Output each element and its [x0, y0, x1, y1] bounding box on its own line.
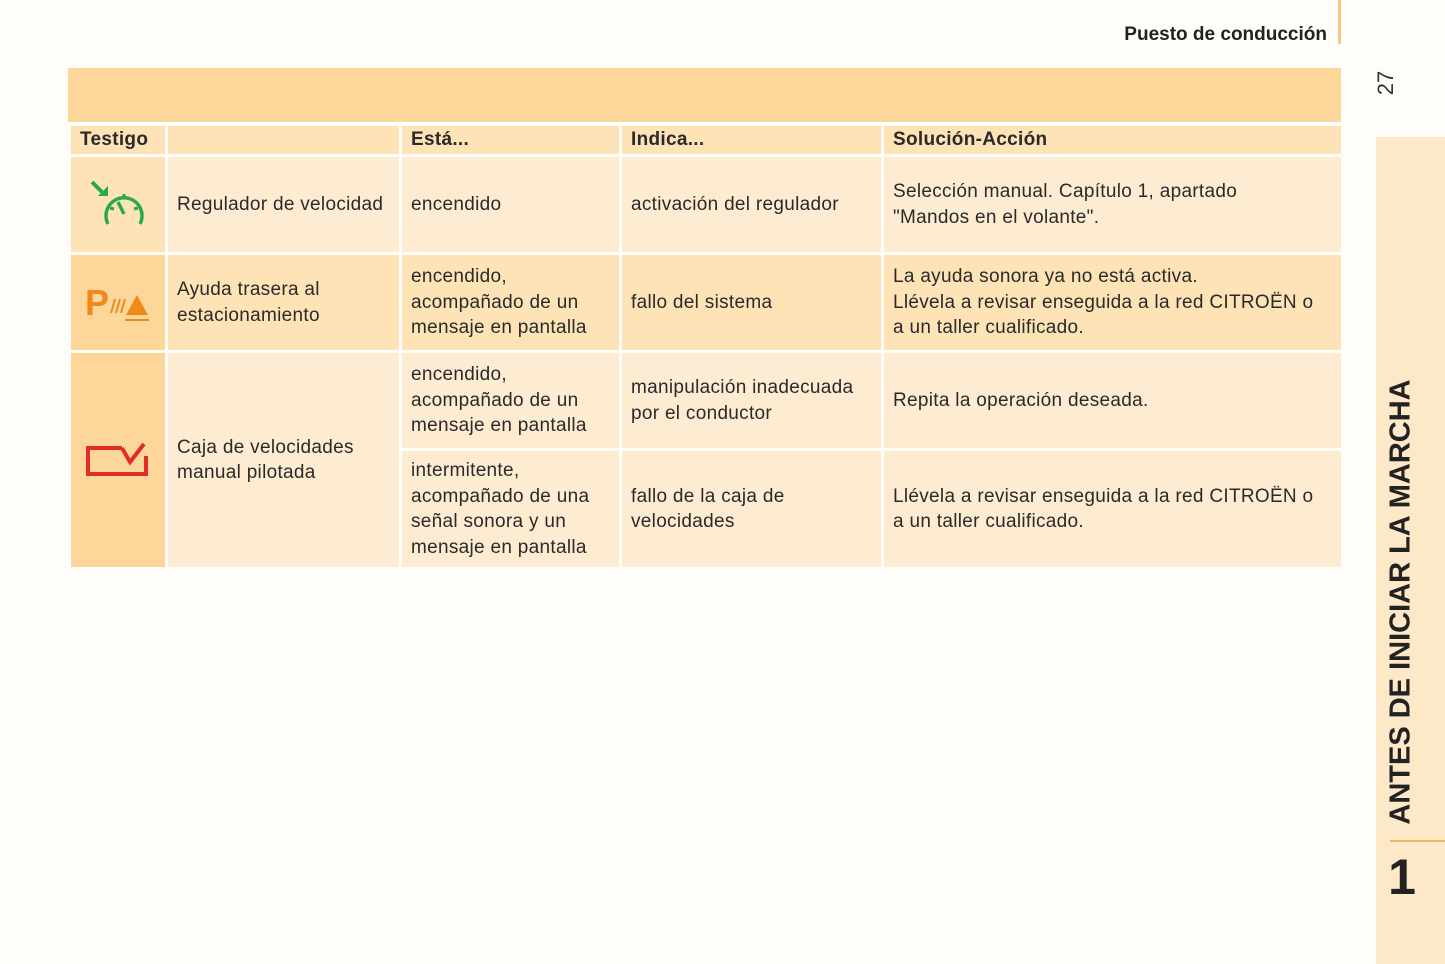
name-line: manual pilotada	[177, 462, 316, 483]
warning-lights-table	[68, 123, 1344, 570]
col-header-solucion: Solución-Acción	[883, 125, 1343, 156]
indicates-line: velocidades	[631, 511, 735, 532]
col-header-esta: Está...	[401, 125, 621, 156]
gearbox-warning-icon	[86, 442, 150, 478]
state-line: mensaje en pantalla	[411, 317, 587, 339]
state-line: acompañado de una	[411, 485, 590, 507]
svg-text:P: P	[85, 282, 110, 323]
state-line: encendido,	[411, 364, 507, 386]
table-row	[70, 352, 1343, 450]
state-line: mensaje en pantalla	[411, 536, 587, 558]
cell-action	[883, 450, 1343, 569]
cell-state	[401, 352, 621, 450]
cell-action	[883, 254, 1343, 352]
cell-indicates	[621, 352, 883, 450]
action-line: Selección manual. Capítulo 1, apartado	[893, 181, 1238, 202]
state-line: señal sonora y un	[411, 511, 567, 532]
table-row	[70, 254, 1343, 352]
state-line: acompañado de un	[411, 291, 579, 313]
indicates-line: manipulación inadecuada	[631, 377, 854, 398]
indicates-line: por el conductor	[631, 402, 773, 424]
cell-indicates: fallo del sistema	[621, 254, 883, 352]
cell-action	[883, 156, 1343, 254]
state-line: encendido,	[411, 266, 507, 288]
cell-state	[401, 450, 621, 569]
icon-cell	[70, 156, 167, 254]
col-header-indica: Indica...	[621, 125, 883, 156]
chapter-rule	[1390, 840, 1445, 842]
cell-state	[401, 254, 621, 352]
cell-indicates: activación del regulador	[621, 156, 883, 254]
action-line: "Mandos en el volante".	[893, 206, 1100, 228]
rear-parking-aid-icon	[85, 283, 151, 323]
action-line: La ayuda sonora ya no está activa.	[893, 266, 1198, 288]
cell-state: encendido	[401, 156, 621, 254]
col-header-name	[167, 125, 401, 156]
name-line: estacionamiento	[177, 304, 320, 326]
state-line: intermitente,	[411, 460, 520, 481]
chapter-number: 1	[1388, 849, 1416, 905]
icon-cell	[70, 254, 167, 352]
table-header-band	[68, 68, 1341, 122]
action-line: Llévela a revisar enseguida a la red CITROËN o	[893, 485, 1314, 507]
cell-name	[167, 352, 401, 569]
cell-name	[167, 254, 401, 352]
table-header-row	[70, 125, 1343, 156]
name-line: Ayuda trasera al	[177, 279, 320, 300]
table-row	[70, 156, 1343, 254]
speed-regulator-icon	[88, 178, 148, 232]
indicates-line: fallo de la caja de	[631, 485, 785, 507]
cell-name: Regulador de velocidad	[167, 156, 401, 254]
state-line: acompañado de un	[411, 389, 579, 411]
action-line: a un taller cualificado.	[893, 317, 1084, 339]
cell-action: Repita la operación deseada.	[883, 352, 1343, 450]
section-title: Puesto de conducción	[1124, 24, 1327, 45]
state-line: mensaje en pantalla	[411, 415, 587, 437]
icon-cell	[70, 352, 167, 569]
cell-indicates	[621, 450, 883, 569]
action-line: Llévela a revisar enseguida a la red CITROËN o	[893, 291, 1314, 313]
chapter-label: ANTES DE INICIAR LA MARCHA	[1384, 379, 1417, 825]
col-header-testigo: Testigo	[70, 125, 167, 156]
name-line: Caja de velocidades	[177, 436, 354, 458]
page-number: 27	[1373, 70, 1398, 96]
action-line: a un taller cualificado.	[893, 511, 1084, 532]
title-rule	[1338, 0, 1341, 44]
